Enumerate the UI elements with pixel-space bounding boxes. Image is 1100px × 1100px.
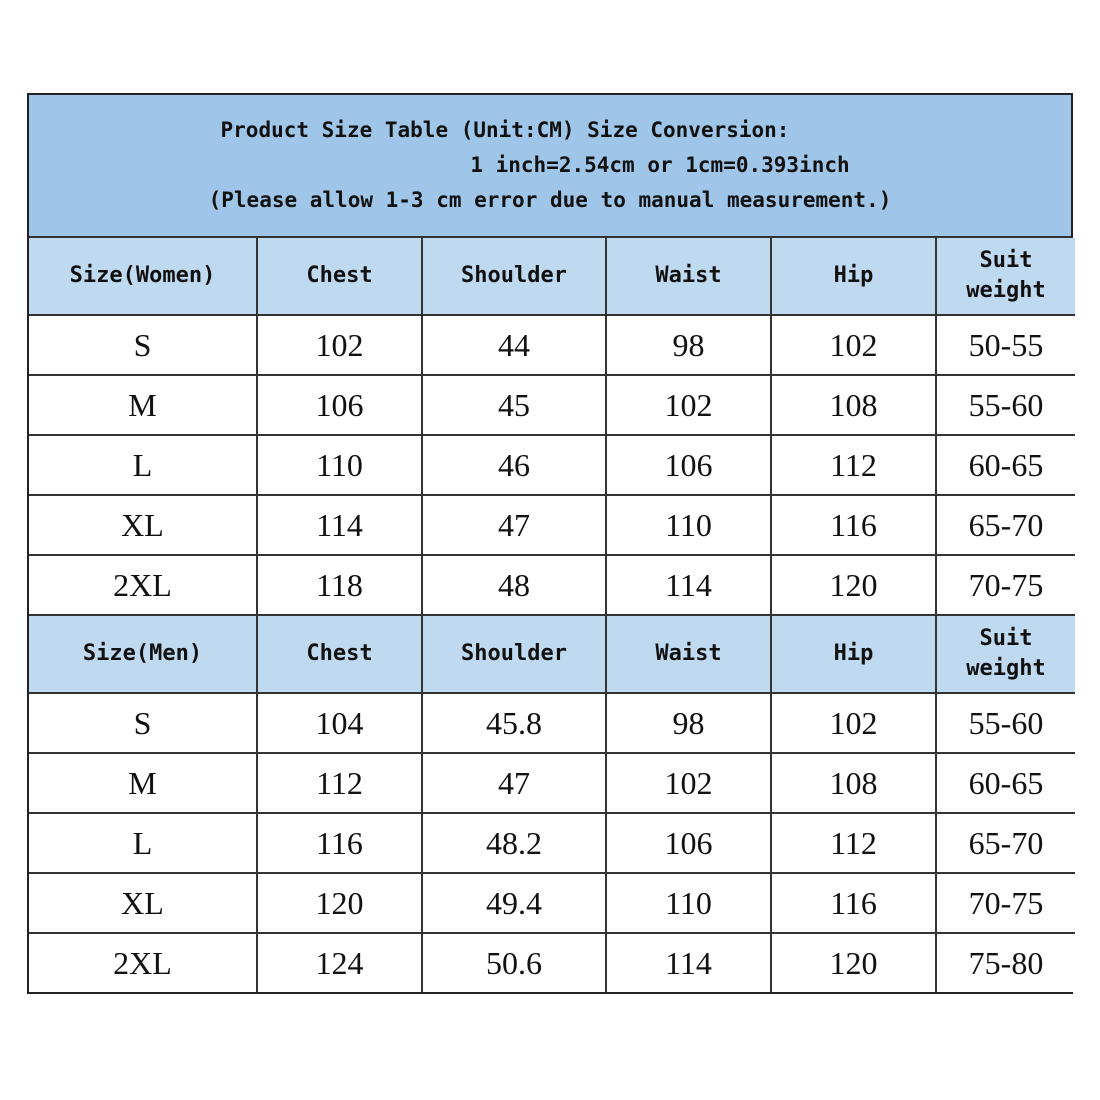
measurement-cell: 120 [771, 933, 936, 992]
measurement-cell: 102 [771, 315, 936, 375]
column-header: Shoulder [422, 615, 606, 693]
measurement-cell: 106 [257, 375, 422, 435]
column-header: Chest [257, 615, 422, 693]
measurement-cell: 124 [257, 933, 422, 992]
size-label-cell: 2XL [29, 555, 257, 615]
measurement-cell: 108 [771, 753, 936, 813]
measurement-cell: 116 [257, 813, 422, 873]
measurement-cell: 48.2 [422, 813, 606, 873]
measurement-cell: 116 [771, 495, 936, 555]
column-header: Size(Men) [29, 615, 257, 693]
women-header-row [29, 238, 1075, 315]
size-label-cell: XL [29, 873, 257, 933]
column-header: Waist [606, 238, 771, 315]
table-row [29, 873, 1075, 933]
column-header: Hip [771, 238, 936, 315]
measurement-cell: 45 [422, 375, 606, 435]
measurement-cell: 47 [422, 495, 606, 555]
measurement-cell: 50.6 [422, 933, 606, 992]
measurement-cell: 110 [606, 495, 771, 555]
title-line-1: Product Size Table (Unit:CM) Size Conversion: [220, 118, 790, 142]
measurement-cell: 60-65 [936, 435, 1075, 495]
size-label-cell: 2XL [29, 933, 257, 992]
measurement-cell: 102 [771, 693, 936, 753]
table-row [29, 375, 1075, 435]
column-header: Suit weight [936, 615, 1075, 693]
size-grid [29, 238, 1075, 992]
measurement-cell: 102 [606, 753, 771, 813]
table-row [29, 315, 1075, 375]
measurement-cell: 112 [771, 813, 936, 873]
measurement-cell: 110 [257, 435, 422, 495]
men-header-row [29, 615, 1075, 693]
size-label-cell: L [29, 435, 257, 495]
measurement-cell: 114 [257, 495, 422, 555]
size-label-cell: S [29, 315, 257, 375]
measurement-cell: 112 [257, 753, 422, 813]
measurement-cell: 98 [606, 315, 771, 375]
measurement-cell: 102 [257, 315, 422, 375]
title-line-2: 1 inch=2.54cm or 1cm=0.393inch [470, 153, 850, 177]
measurement-cell: 65-70 [936, 495, 1075, 555]
size-label-cell: XL [29, 495, 257, 555]
column-header: Chest [257, 238, 422, 315]
measurement-cell: 102 [606, 375, 771, 435]
measurement-cell: 110 [606, 873, 771, 933]
size-label-cell: M [29, 753, 257, 813]
measurement-cell: 108 [771, 375, 936, 435]
measurement-cell: 45.8 [422, 693, 606, 753]
measurement-cell: 49.4 [422, 873, 606, 933]
measurement-cell: 60-65 [936, 753, 1075, 813]
measurement-cell: 118 [257, 555, 422, 615]
column-header: Shoulder [422, 238, 606, 315]
measurement-cell: 65-70 [936, 813, 1075, 873]
measurement-cell: 106 [606, 813, 771, 873]
measurement-cell: 114 [606, 933, 771, 992]
measurement-cell: 55-60 [936, 693, 1075, 753]
size-table [27, 93, 1073, 994]
measurement-cell: 98 [606, 693, 771, 753]
table-row [29, 693, 1075, 753]
column-header: Hip [771, 615, 936, 693]
measurement-cell: 50-55 [936, 315, 1075, 375]
table-row [29, 813, 1075, 873]
measurement-cell: 120 [771, 555, 936, 615]
column-header: Waist [606, 615, 771, 693]
measurement-cell: 70-75 [936, 873, 1075, 933]
measurement-cell: 106 [606, 435, 771, 495]
table-row [29, 495, 1075, 555]
table-row [29, 555, 1075, 615]
column-header: Size(Women) [29, 238, 257, 315]
measurement-cell: 104 [257, 693, 422, 753]
column-header: Suit weight [936, 238, 1075, 315]
measurement-cell: 48 [422, 555, 606, 615]
title-line-3: (Please allow 1-3 cm error due to manual measurement.) [208, 188, 892, 212]
measurement-cell: 120 [257, 873, 422, 933]
table-row [29, 753, 1075, 813]
size-label-cell: S [29, 693, 257, 753]
size-label-cell: L [29, 813, 257, 873]
table-row [29, 435, 1075, 495]
measurement-cell: 46 [422, 435, 606, 495]
measurement-cell: 47 [422, 753, 606, 813]
size-label-cell: M [29, 375, 257, 435]
measurement-cell: 44 [422, 315, 606, 375]
table-row [29, 933, 1075, 992]
measurement-cell: 55-60 [936, 375, 1075, 435]
measurement-cell: 70-75 [936, 555, 1075, 615]
table-title [29, 95, 1071, 238]
measurement-cell: 116 [771, 873, 936, 933]
measurement-cell: 112 [771, 435, 936, 495]
measurement-cell: 114 [606, 555, 771, 615]
measurement-cell: 75-80 [936, 933, 1075, 992]
